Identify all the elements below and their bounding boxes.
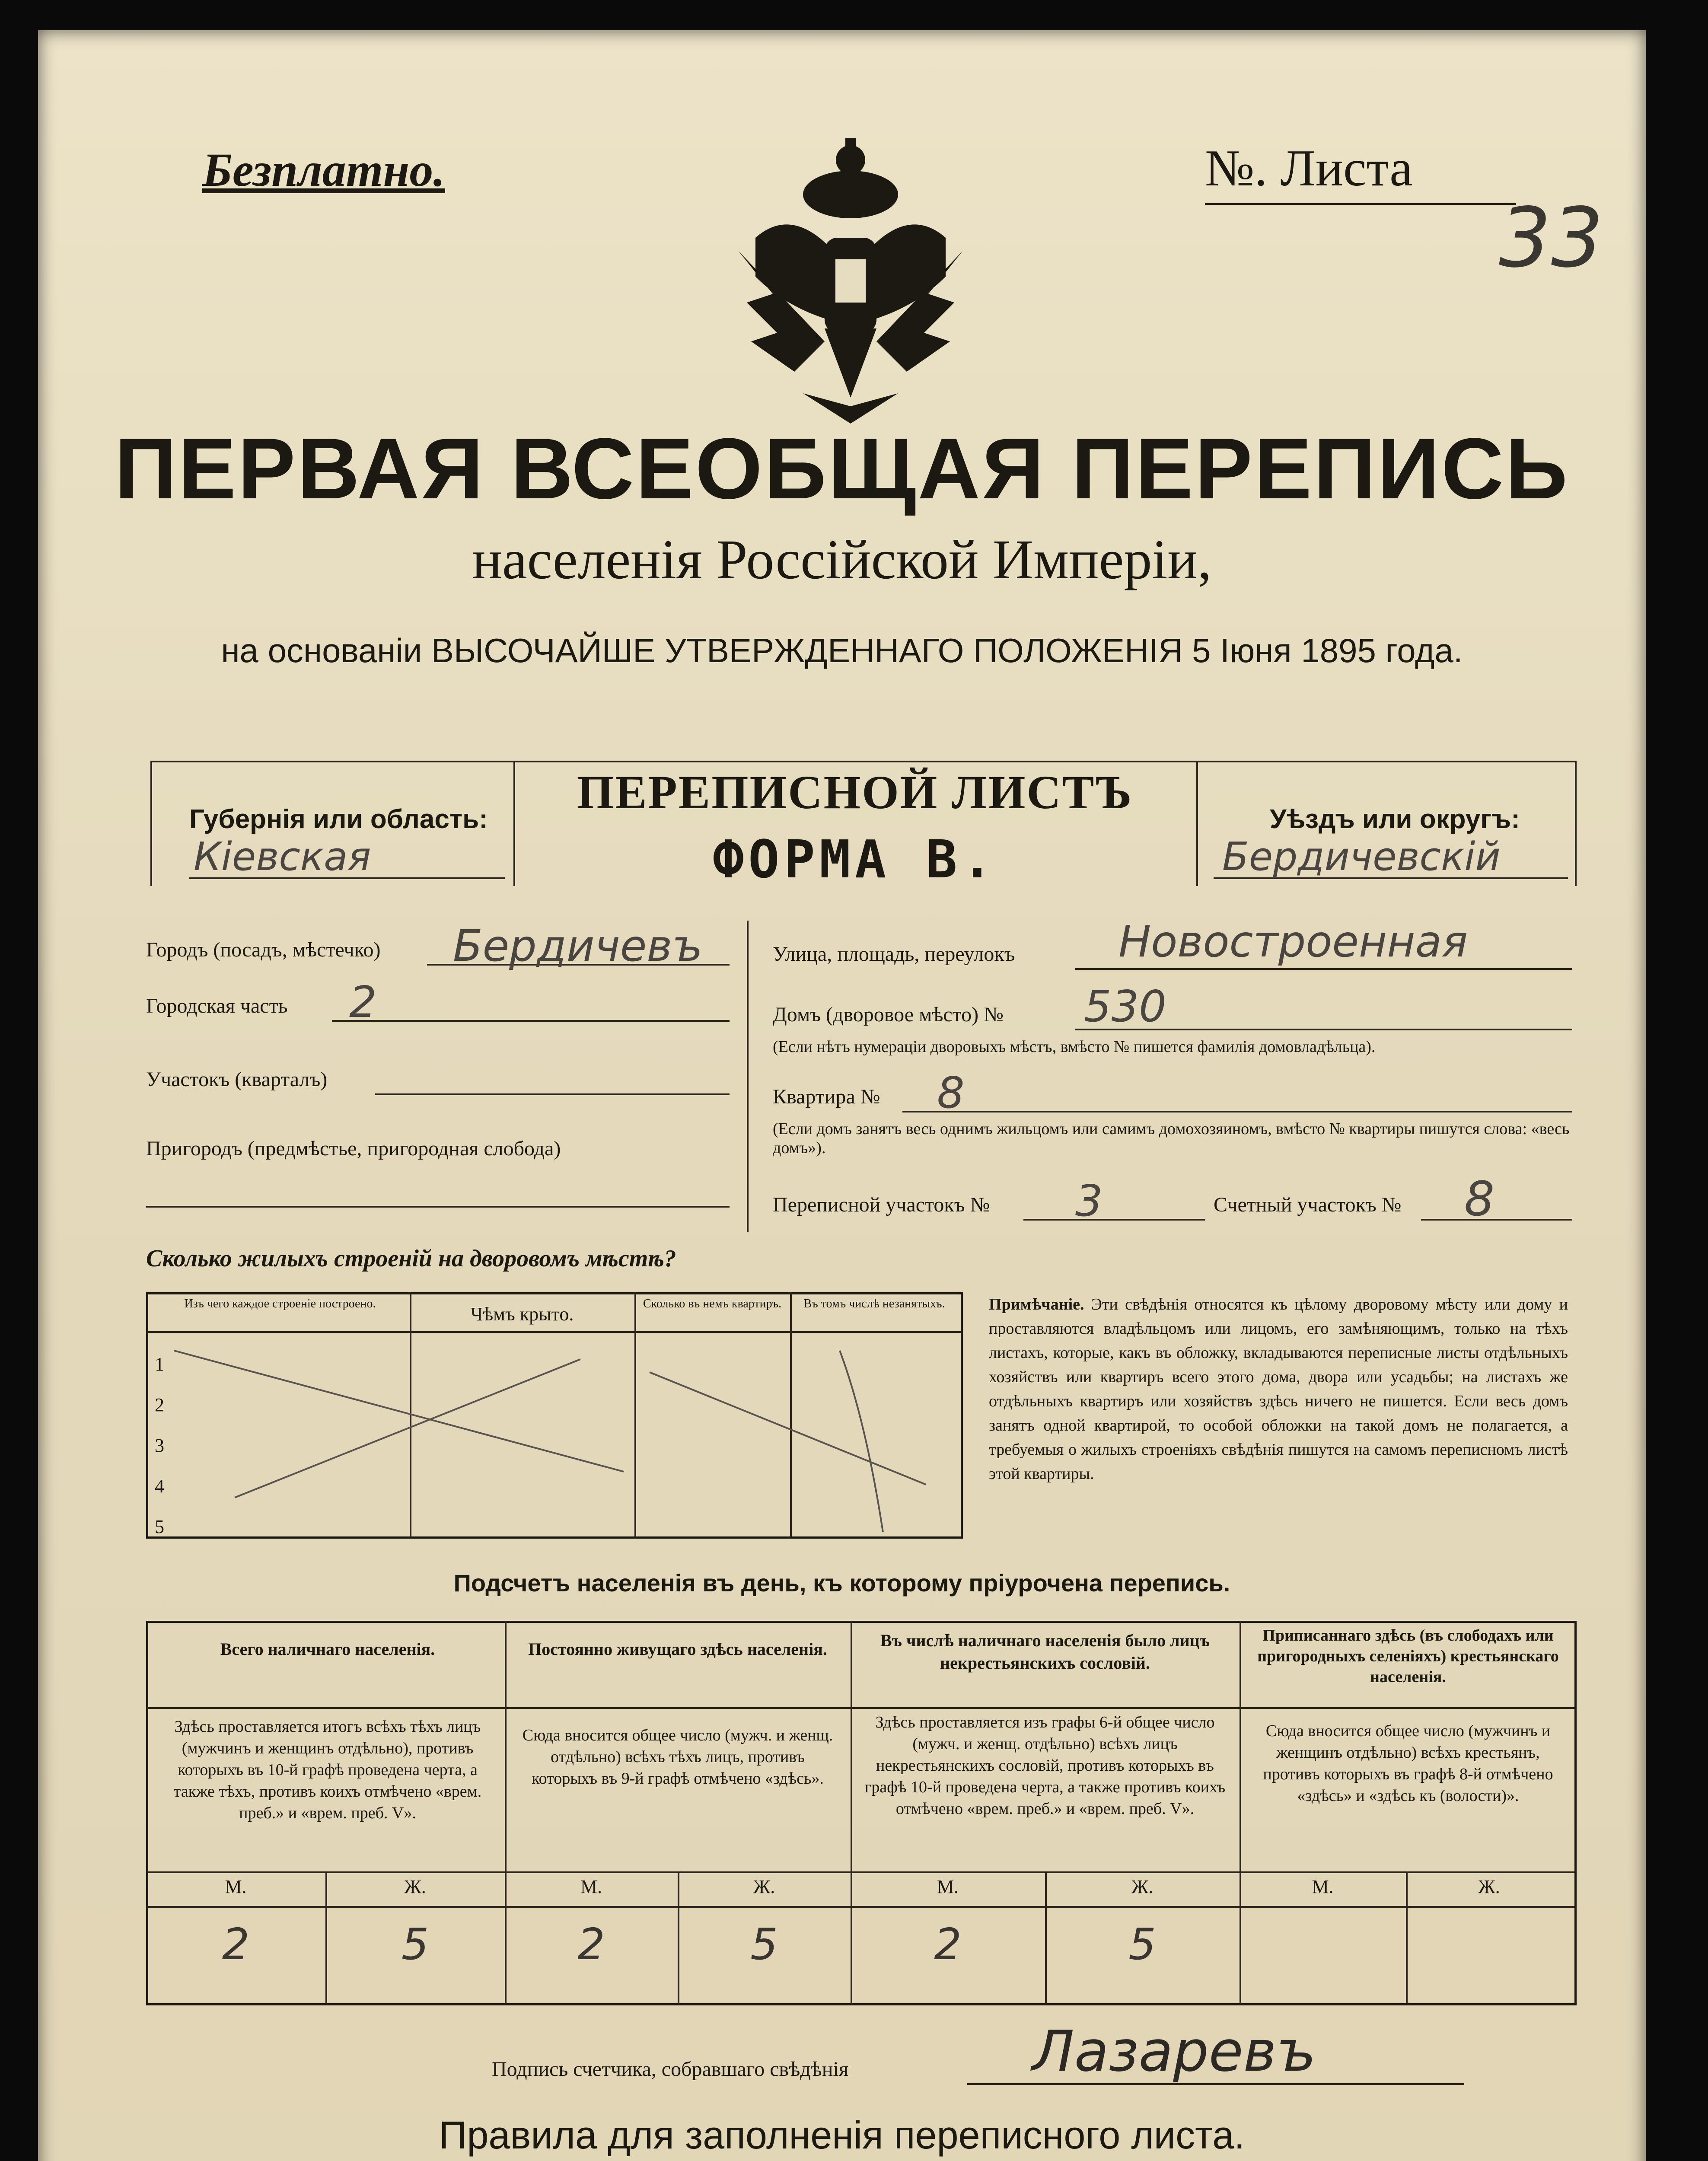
street-label: Улица, площадь, переулокъ (773, 943, 1015, 966)
count-col2-f-label: Ж. (753, 1876, 775, 1897)
table-row: 1 (155, 1354, 164, 1375)
city-value: Бердичевъ (453, 921, 703, 971)
count-col2-m-label: М. (580, 1876, 602, 1897)
count-col2-f-value: 5 (750, 1919, 778, 1970)
form-subtitle: ФОРМА В. (713, 830, 997, 890)
rules-title: Правила для заполненія переписного листа. (439, 2114, 1245, 2157)
count-col2-m-value: 2 (577, 1919, 605, 1970)
house-label: Домъ (дворовое мѣсто) № (773, 1003, 1004, 1026)
basis-line: на основаніи ВЫСОЧАЙШЕ УТВЕРЖДЕННАГО ПОЛОЖЕНІЯ 5 Іюня 1895 года. (221, 631, 1463, 669)
note-text: Эти свѣдѣнія относятся къ цѣлому дворовому мѣсту или дому и проставляются владѣльцомъ или лицомъ, его замѣняющимъ, только на тѣхъ листахъ, которые, какъ въ обложку, вкладываются переписные листы отдѣльныхъ хозяйствъ или квартиръ всего этого дома, двора или усадьбы; на листахъ же отдѣльныхъ квартиръ или хозяйствъ здѣсь ничего не пишется. Если весь домъ занятъ одной квартирой, то особой обложки на такой домъ не полагается, а требуемыя о жилыхъ строеніяхъ свѣдѣнія пишутся на самомъ переписномъ листѣ этой квартиры. (989, 1295, 1568, 1483)
apartment-value: 8 (937, 1068, 965, 1118)
city-part-value: 2 (349, 977, 377, 1027)
count-col1-m-value: 2 (222, 1919, 250, 1970)
census-sheet (38, 30, 1646, 2161)
main-title: ПЕРВАЯ ВСЕОБЩАЯ ПЕРЕПИСЬ (115, 421, 1569, 517)
buildings-question: Сколько жилыхъ строеній на дворовомъ мѣстѣ? (146, 1245, 676, 1272)
buildings-col-vacant: Въ томъ числѣ незанятыхъ. (803, 1297, 945, 1310)
counting-precinct-value: 8 (1464, 1171, 1494, 1227)
district-label: Уѣздъ или округъ: (1270, 804, 1520, 834)
note-block (989, 1292, 1568, 1486)
province-value: Кiевская (194, 834, 371, 880)
buildings-col-apartments: Сколько въ немъ квартиръ. (643, 1297, 782, 1310)
sheet-number-text: №. Листа (1205, 139, 1413, 197)
apartment-note: (Если домъ занятъ весь однимъ жильцомъ или самимъ домохозяиномъ, вмѣсто № квартиры пишутся слова: «весь домъ»). (773, 1120, 1570, 1157)
count-col3-m-value: 2 (934, 1919, 962, 1970)
suburb-label: Пригородъ (предмѣстье, пригородная слобода) (146, 1137, 561, 1160)
district-value: Бердичевскiй (1222, 834, 1501, 880)
census-precinct-label: Переписной участокъ № (773, 1193, 990, 1216)
sheet-number-label (1205, 138, 1413, 198)
count-col1-desc: Здѣсь проставляется итогъ всѣхъ тѣхъ лицъ (мужчинъ и женщинъ отдѣльно), противъ которыхъ въ 10-й графѣ проведена черта, а также тѣхъ, противъ коихъ отмѣчено «врем. преб.» и «врем. преб. V». (173, 1718, 482, 1822)
count-col1-m-label: М. (225, 1876, 247, 1897)
buildings-col-material: Изъ чего каждое строеніе построено. (184, 1297, 376, 1310)
table-row: 3 (155, 1435, 164, 1456)
count-col4-m-label: М. (1312, 1876, 1334, 1897)
signature-value: Лазаревъ (1032, 2018, 1316, 2084)
count-col1-title: Всего наличнаго населенія. (220, 1639, 435, 1659)
precinct-label: Участокъ (кварталъ) (146, 1068, 328, 1091)
table-row: 2 (155, 1394, 164, 1415)
house-value: 530 (1084, 981, 1166, 1032)
province-label: Губернія или область: (189, 804, 488, 834)
table-row: 4 (155, 1476, 164, 1497)
count-col4-desc: Сюда вносится общее число (мужчинъ и женщинъ отдѣльно) всѣхъ крестьянъ, противъ которыхъ въ графѣ 8-й отмѣчено «здѣсь» и «здѣсь къ (волости)». (1263, 1722, 1553, 1805)
street-value: Новостроенная (1118, 916, 1468, 967)
count-col3-title: Въ числѣ наличнаго населенія было лицъ некрестьянскихъ сословій. (880, 1631, 1210, 1673)
count-col2-title: Постоянно живущаго здѣсь населенія. (528, 1639, 827, 1659)
count-col3-f-value: 5 (1128, 1919, 1156, 1970)
table-row: 5 (155, 1516, 164, 1537)
buildings-col-roof: Чѣмъ крыто. (470, 1304, 574, 1325)
count-col1-f-label: Ж. (404, 1876, 426, 1897)
house-note: (Если нѣтъ нумераціи дворовыхъ мѣстъ, вмѣсто № пишется фамилія домовладѣльца). (773, 1038, 1376, 1056)
counting-precinct-label: Счетный участокъ № (1214, 1193, 1402, 1216)
sheet-number-value: 33 (1499, 190, 1603, 286)
note-label: Примѣчаніе. (989, 1295, 1084, 1313)
count-heading: Подсчетъ населенія въ день, къ которому пріурочена перепись. (453, 1569, 1230, 1597)
signature-label: Подпись счетчика, собравшаго свѣдѣнія (492, 2058, 848, 2081)
census-precinct-value: 3 (1075, 1176, 1103, 1226)
count-col4-f-label: Ж. (1478, 1876, 1500, 1897)
form-title: ПЕРЕПИСНОЙ ЛИСТЪ (577, 766, 1133, 819)
count-col2-desc: Сюда вносится общее число (мужч. и женщ. отдѣльно) всѣхъ тѣхъ лицъ, противъ которыхъ въ 9-й графѣ отмѣчено «здѣсь». (522, 1726, 833, 1788)
subtitle: населенія Россійской Имперіи, (472, 529, 1212, 591)
eagle-emblem-icon (738, 138, 963, 424)
free-label: Безплатно. (202, 143, 445, 196)
count-col3-f-label: Ж. (1131, 1876, 1154, 1897)
city-label: Городъ (посадъ, мѣстечко) (146, 938, 381, 961)
apartment-label: Квартира № (773, 1085, 880, 1108)
count-col3-desc: Здѣсь проставляется изъ графы 6-й общее число (мужч. и женщ. отдѣльно) всѣхъ лицъ некрестьянскихъ сословій, противъ которыхъ въ графѣ 10-й проведена черта, а также противъ коихъ отмѣчено «врем. преб.» и «врем. преб. V». (864, 1713, 1226, 1818)
count-col3-m-label: М. (937, 1876, 959, 1897)
count-col1-f-value: 5 (401, 1919, 429, 1970)
city-part-label: Городская часть (146, 994, 288, 1017)
strikethrough-marks (148, 1333, 961, 1534)
count-col4-title: Приписаннаго здѣсь (въ слободахъ или пригородныхъ селеніяхъ) крестьянскаго населенія. (1257, 1626, 1559, 1686)
